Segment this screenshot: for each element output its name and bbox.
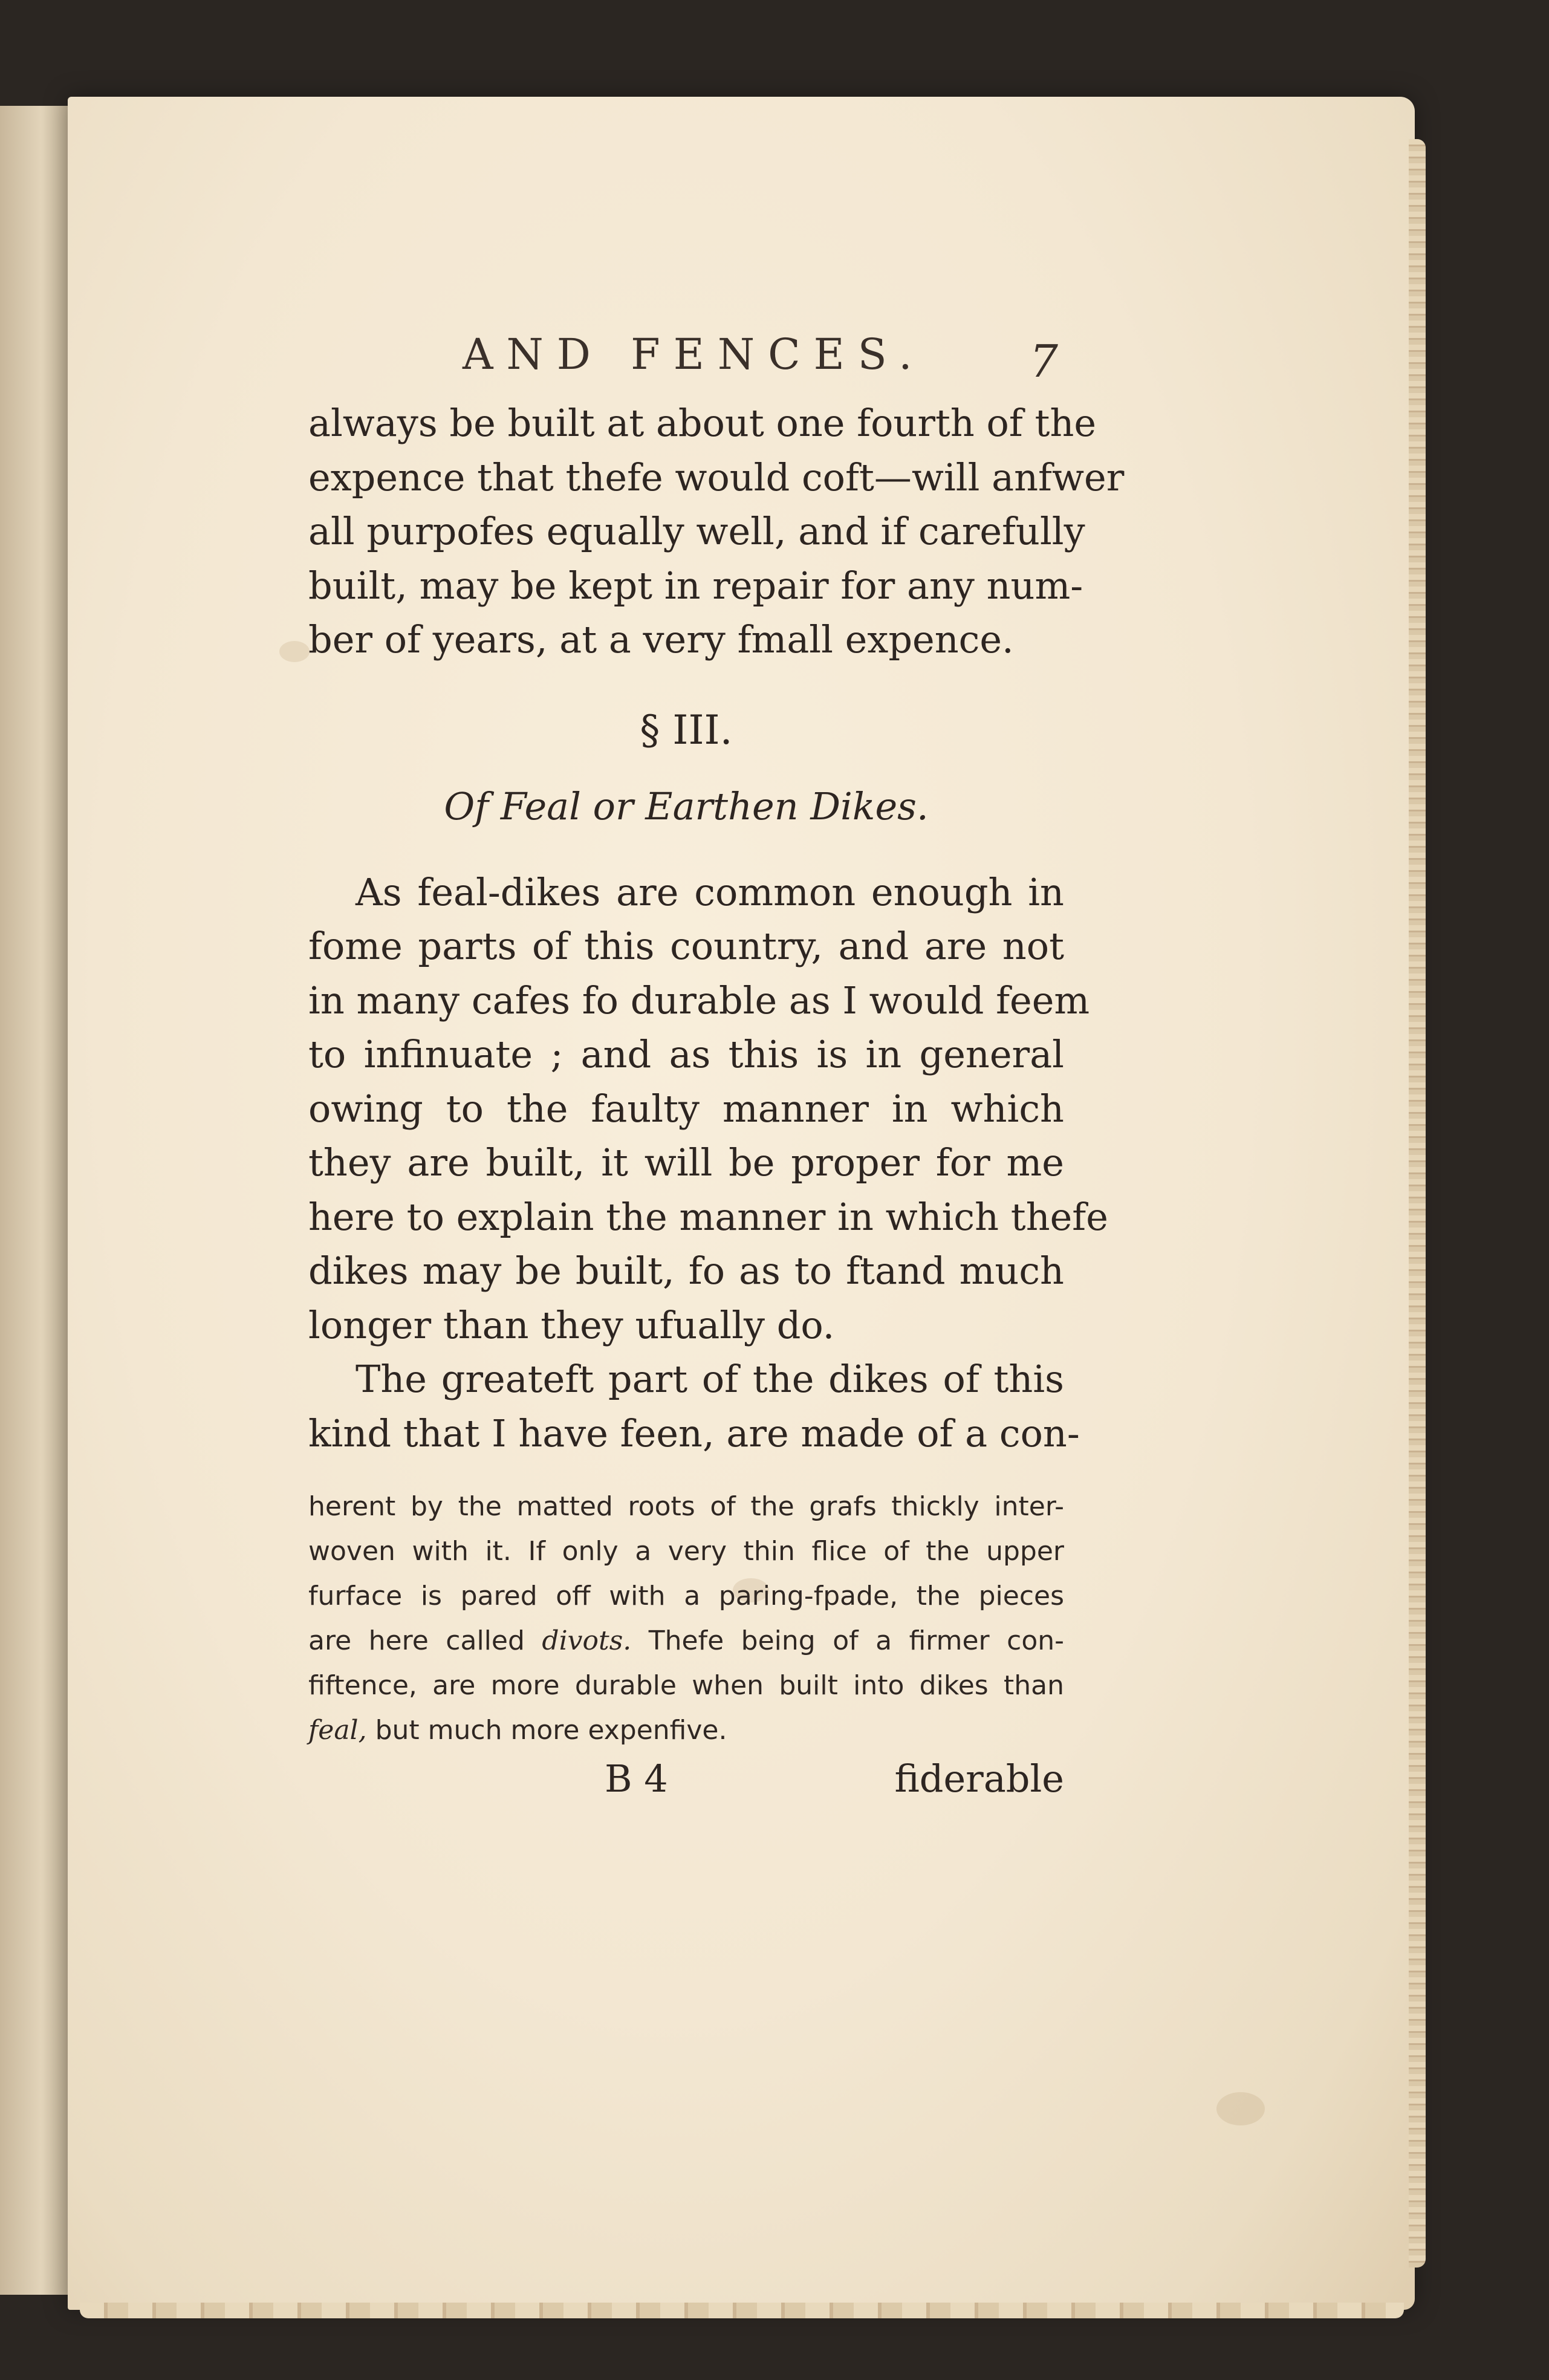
footnote-line: furface is pared off with a paring-fpade, the pieces	[308, 1581, 1064, 1611]
running-head	[308, 330, 1064, 396]
signature-mark: B 4	[605, 1757, 668, 1801]
section-title: Of Feal or Earthen Dikes.	[444, 784, 929, 828]
text-line: owing to the faulty manner in which	[308, 1086, 1064, 1131]
facing-page-edge	[0, 106, 76, 2295]
footnote-line	[308, 1619, 1064, 1663]
text-line: dikes may be built, fo as to ftand much	[308, 1249, 1064, 1293]
text-line: expence that thefe would coft—will anfwer	[308, 455, 1125, 499]
paragraph-greatest-part	[308, 1352, 1080, 1460]
text-line: in many cafes fo durable as I would feem	[308, 978, 1090, 1023]
footnote-line	[308, 1708, 1064, 1753]
text-line: they are built, it will be proper for me	[308, 1140, 1064, 1185]
text-line: kind that I have feen, are made of a con-	[308, 1411, 1080, 1455]
text-line: ber of years, at a very fmall expence.	[308, 617, 1014, 662]
footnote-line: fiftence, are more durable when built into dikes than	[308, 1670, 1064, 1701]
continued-paragraph	[308, 396, 1125, 667]
footnote-term-feal: feal,	[308, 1715, 367, 1746]
footnote	[308, 1484, 1064, 1753]
page-bottom-edge	[80, 2303, 1404, 2318]
footnote-text: Thefe being of a firmer con-	[631, 1625, 1065, 1656]
footnote-term-divots: divots.	[542, 1625, 632, 1656]
page-footer	[308, 1757, 1064, 1811]
running-head-title: AND FENCES.	[463, 330, 926, 379]
text-line: here to explain the manner in which thefe	[308, 1194, 1108, 1239]
text-line: to infinuate ; and as this is in general	[308, 1032, 1064, 1076]
footnote-text: but much more expenfive.	[366, 1715, 727, 1746]
foxing-spot	[1216, 2092, 1265, 2125]
footnote-text: are here called	[308, 1625, 542, 1656]
catchword: fiderable	[894, 1757, 1064, 1801]
section-number: § III.	[640, 706, 733, 753]
text-line: As feal-dikes are common enough in	[356, 870, 1064, 914]
text-line: all purpofes equally well, and if carefully	[308, 509, 1085, 553]
paragraph-feal-dikes	[308, 865, 1108, 1353]
text-line: fome parts of this country, and are not	[308, 924, 1064, 968]
footnote-line: herent by the matted roots of the grafs thickly inter-	[308, 1491, 1064, 1522]
footnote-line: woven with it. If only a very thin flice of the upper	[308, 1536, 1064, 1567]
text-line: built, may be kept in repair for any num-	[308, 563, 1083, 608]
text-line: always be built at about one fourth of the	[308, 401, 1097, 445]
page-number: 7	[1029, 336, 1058, 388]
foxing-spot	[279, 641, 310, 662]
page-fore-edge	[1409, 139, 1426, 2268]
text-line: longer than they ufually do.	[308, 1302, 835, 1347]
page-text	[308, 330, 1125, 1811]
text-line: The greateft part of the dikes of this	[356, 1357, 1064, 1401]
